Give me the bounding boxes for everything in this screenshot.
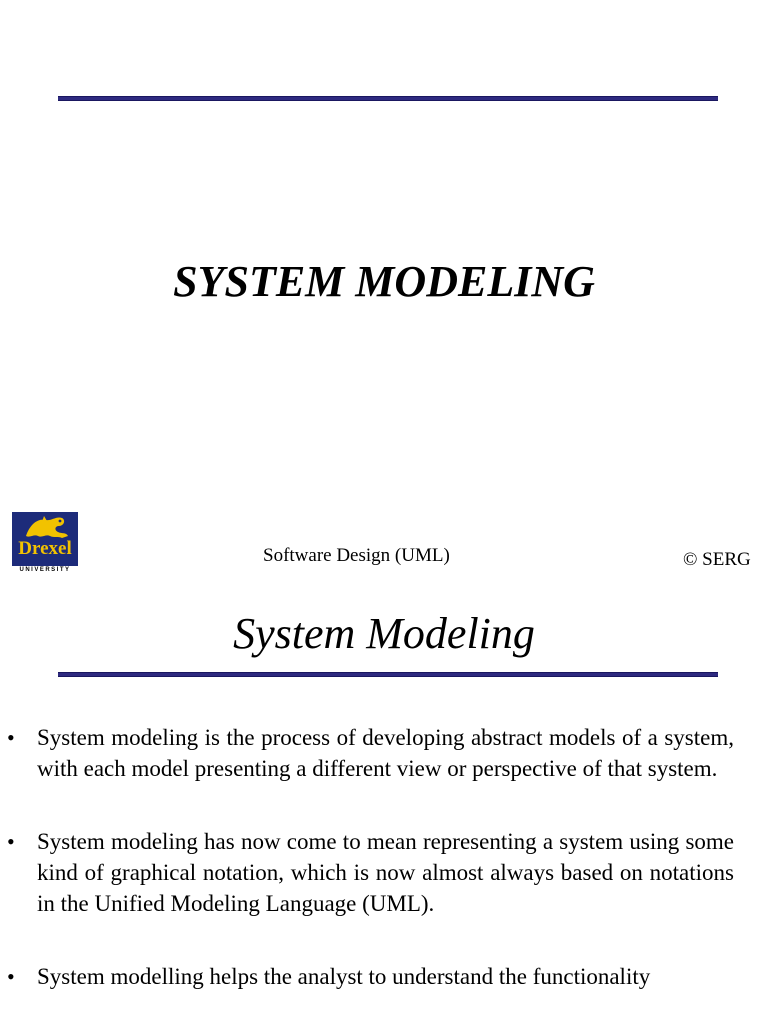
bullet-item: [0, 722, 768, 784]
bullet-item: [0, 826, 768, 919]
logo-subtext: UNIVERSITY: [19, 567, 71, 573]
bullet-marker: •: [7, 829, 15, 854]
bullet-list: [0, 722, 768, 1034]
logo-background: [12, 512, 78, 566]
footer-copyright: © SERG: [683, 549, 751, 570]
bullet-marker: •: [7, 725, 15, 750]
bullet-marker: •: [7, 964, 15, 989]
bullet-item: [0, 961, 768, 992]
logo-wordmark: Drexel: [18, 538, 72, 559]
footer-course-title: Software Design (UML): [263, 545, 450, 566]
drexel-logo: [12, 512, 78, 574]
top-divider: [58, 96, 718, 101]
bullet-text: System modelling helps the analyst to understand the functionality: [37, 964, 651, 989]
title-divider: [58, 672, 718, 677]
section-title: System Modeling: [233, 609, 535, 658]
bullet-text: System modeling is the process of developing abstract models of a system, with each model presenting a different view or perspective of that system.: [37, 725, 734, 781]
bullet-text: System modeling has now come to mean representing a system using some kind of graphical notation, which is now almost always based on notations in the Unified Modeling Language (UML).: [37, 829, 734, 916]
slide-title: SYSTEM MODELING: [173, 257, 595, 306]
